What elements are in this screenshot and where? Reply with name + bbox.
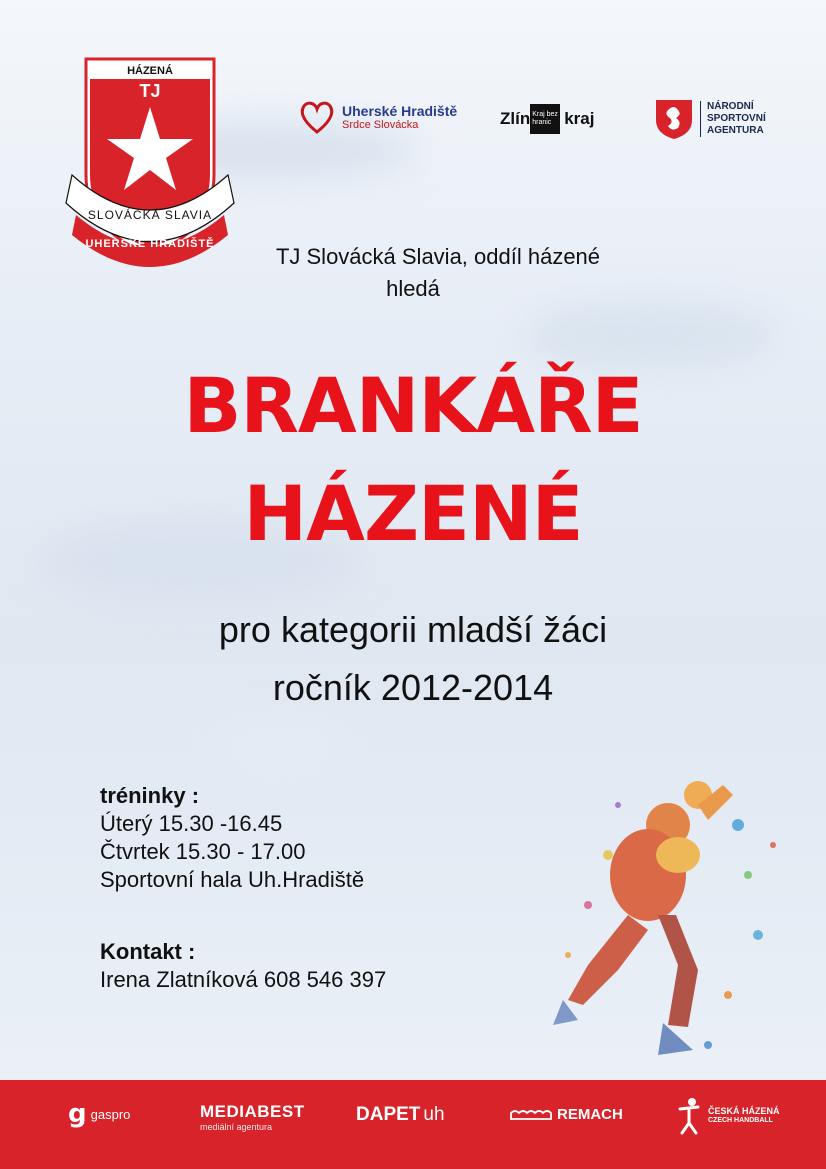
intro-line: hledá	[386, 276, 440, 301]
category-line: ročník 2012-2014	[272, 667, 554, 708]
ceska-hazena-line: ČESKÁ HÁZENÁ	[708, 1106, 780, 1116]
remach-logo	[510, 1106, 623, 1123]
category-line: pro kategorii mladší žáci	[218, 609, 608, 650]
headline: BRANKÁŘE	[183, 361, 643, 450]
dapet-logo	[356, 1104, 445, 1126]
dapet-label: DAPET	[356, 1104, 421, 1125]
training-heading: tréninky :	[100, 783, 200, 808]
contact-info	[100, 938, 386, 994]
gaspro-label: gaspro	[90, 1106, 131, 1122]
intro-line: TJ Slovácká Slavia, oddíl házené	[275, 244, 601, 269]
mediabest-sub: mediální agentura	[200, 1122, 273, 1132]
zk-right: kraj	[564, 109, 595, 128]
logo-ribbon-text: UHERSKÉ HRADIŠTĚ	[85, 238, 215, 250]
nsa-line: NÁRODNÍ	[707, 101, 754, 112]
mediabest-logo	[200, 1102, 305, 1132]
uh-name: Uherské Hradiště	[342, 102, 458, 119]
uherske-hradiste-logo	[298, 100, 457, 134]
gaspro-g-icon: g	[68, 1099, 87, 1129]
contact-heading: Kontakt :	[100, 939, 196, 964]
nsa-line: SPORTOVNÍ	[707, 113, 766, 124]
heart-icon	[298, 100, 336, 134]
training-line: Úterý 15.30 -16.45	[100, 811, 283, 836]
training-line: Sportovní hala Uh.Hradiště	[100, 867, 365, 892]
nsa-line: AGENTURA	[707, 125, 764, 136]
handball-figure-icon	[676, 1097, 702, 1135]
zlinsky-kraj-logo	[500, 104, 594, 134]
lion-shield-icon	[654, 98, 694, 140]
ceska-hazena-line: CZECH HANDBALL	[708, 1117, 773, 1124]
zk-left: Zlín	[500, 109, 531, 128]
contact-line: Irena Zlatníková 608 546 397	[100, 967, 387, 992]
training-line: Čtvrtek 15.30 - 17.00	[100, 839, 306, 864]
nsa-logo	[654, 98, 766, 140]
club-logo	[62, 55, 237, 270]
uh-subtitle: Srdce Slovácka	[342, 118, 419, 131]
logo-top-text: HÁZENÁ	[127, 65, 173, 77]
dapet-uh: uh	[423, 1104, 445, 1125]
background-blur	[220, 720, 340, 770]
remach-wave-icon	[510, 1109, 552, 1121]
background-blur	[520, 300, 780, 370]
logo-arc-text: SLOVÁCKÁ SLAVIA	[87, 208, 213, 222]
ceska-hazena-logo	[676, 1097, 780, 1135]
gaspro-logo	[68, 1099, 130, 1129]
training-info	[100, 782, 364, 894]
headline: HÁZENÉ	[243, 469, 583, 558]
zk-box: Kraj bez hranic	[530, 104, 560, 134]
handball-player-illustration	[548, 765, 793, 1075]
mediabest-label: MEDIABEST	[200, 1102, 305, 1121]
logo-initials: TJ	[139, 81, 161, 101]
remach-label: REMACH	[557, 1106, 623, 1123]
